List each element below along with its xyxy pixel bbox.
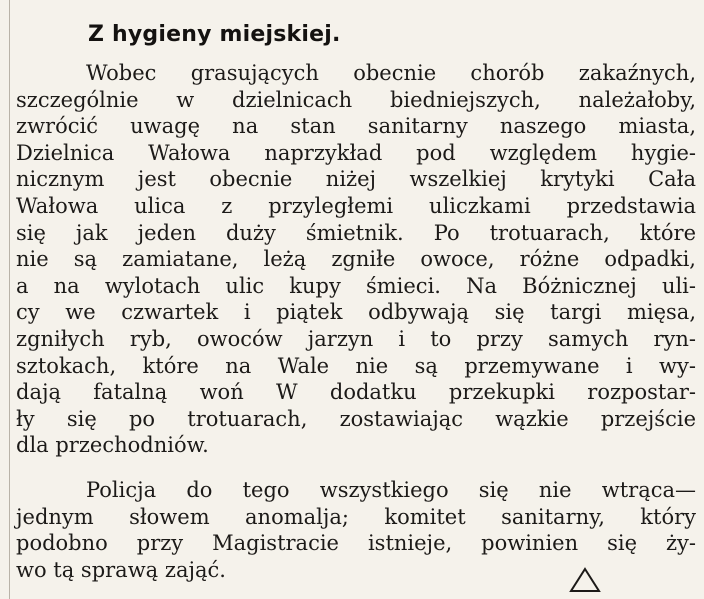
text-line: nie są zamiatane, leżą zgniłe owoce, różne odpadki, [16, 247, 696, 272]
text-line: a na wylotach ulic kupy śmieci. Na Bóżnicznej uli- [16, 273, 696, 298]
text-line: dla przechodniów. [16, 433, 209, 458]
text-line: jednym słowem anomalja; komitet sanitarny, który [16, 504, 696, 529]
triangle-signature-icon [568, 566, 602, 594]
text-line: Dzielnica Wałowa naprzykład pod względem hygie- [16, 140, 696, 165]
column-rule [9, 0, 10, 599]
text-line: Wobec grasujących obecnie chorób zakaźnych, [86, 61, 696, 85]
article-title: Z hygieny miejskiej. [88, 22, 341, 47]
paragraph-gap [16, 459, 696, 477]
text-line: się jak jeden duży śmietnik. Po trotuarach, które [16, 220, 696, 245]
text-line: sztokach, które na Wale nie są przemywane i wy- [16, 353, 696, 378]
text-line: wo tą sprawą zająć. [16, 557, 226, 582]
text-line: Policja do tego wszystkiego się nie wtrąca— [86, 477, 696, 502]
text-line: Wałowa ulica z przyległemi uliczkami przedstawia [16, 193, 696, 218]
text-line: podobno przy Magistracie istnieje, powinien się ży- [16, 531, 696, 556]
text-line: ły się po trotuarach, zostawiając wązkie przejście [16, 406, 696, 431]
article-body [16, 60, 696, 583]
text-line: zgniłych ryb, owoców jarzyn i to przy samych ryn- [16, 326, 696, 351]
text-line: cy we czwartek i piątek odbywają się targi mięsa, [16, 300, 696, 325]
text-line: nicznym jest obecnie niżej wszelkiej krytyki Cała [16, 167, 696, 192]
text-line: szczególnie w dzielnicach biedniejszych, należałoby, [16, 87, 696, 112]
text-line: dają fatalną woń W dodatku przekupki rozpostar- [16, 380, 696, 405]
text-line: zwrócić uwagę na stan sanitarny naszego miasta, [16, 114, 696, 139]
paragraph-1 [16, 60, 696, 459]
